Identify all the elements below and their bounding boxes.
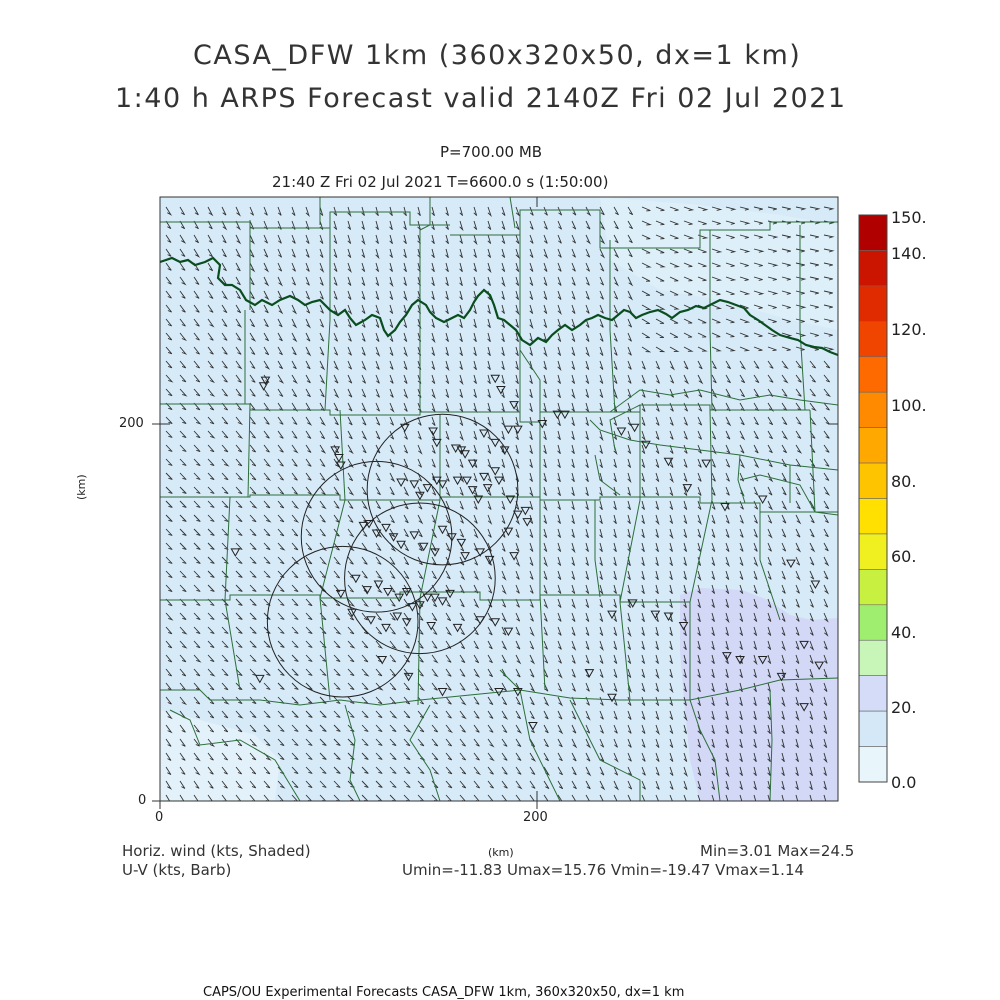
colorbar-swatch (859, 215, 887, 250)
colorbar-swatch (859, 428, 887, 463)
colorbar-swatch (859, 711, 887, 746)
title-line-2: 1:40 h ARPS Forecast valid 2140Z Fri 02 Jul 2021 (115, 83, 847, 114)
barb-field-label: U-V (kts, Barb) (122, 861, 232, 879)
pressure-level-label: P=700.00 MB (440, 143, 543, 161)
valid-time-label: 21:40 Z Fri 02 Jul 2021 T=6600.0 s (1:50:00) (272, 173, 609, 191)
colorbar-swatch (859, 321, 887, 356)
colorbar-swatch (859, 747, 887, 782)
colorbar-label-20: 20. (891, 698, 917, 717)
colorbar-label-150: 150. (891, 208, 927, 227)
y-tick-200: 200 (119, 416, 144, 431)
x-axis-label: (km) (488, 846, 514, 859)
colorbar-swatch (859, 357, 887, 392)
colorbar-label-0: 0.0 (891, 773, 917, 792)
colorbar-label-120: 120. (891, 320, 927, 339)
colorbar-label-100: 100. (891, 396, 927, 415)
uv-stats-label: Umin=-11.83 Umax=15.76 Vmin=-19.47 Vmax=1.14 (402, 861, 805, 879)
colorbar-label-40: 40. (891, 623, 917, 642)
colorbar-label-60: 60. (891, 547, 917, 566)
min-max-label: Min=3.01 Max=24.5 (700, 842, 855, 860)
x-tick-0: 0 (155, 810, 164, 825)
colorbar-swatch (859, 250, 887, 285)
footer-credit: CAPS/OU Experimental Forecasts CASA_DFW 1km, 360x320x50, dx=1 km (203, 985, 685, 1000)
colorbar-label-80: 80. (891, 472, 917, 491)
colorbar-swatch (859, 605, 887, 640)
colorbar-swatch (859, 534, 887, 569)
colorbar-swatch (859, 392, 887, 427)
y-tick-0: 0 (138, 793, 147, 808)
x-tick-200: 200 (523, 810, 548, 825)
shaded-field-label: Horiz. wind (kts, Shaded) (122, 842, 311, 860)
colorbar-swatch (859, 676, 887, 711)
colorbar-label-140: 140. (891, 244, 927, 263)
colorbar-swatch (859, 463, 887, 498)
y-axis-label: (km) (75, 474, 88, 500)
title-line-1: CASA_DFW 1km (360x320x50, dx=1 km) (193, 40, 802, 71)
map-plot-area (160, 197, 838, 804)
colorbar-swatch (859, 640, 887, 675)
colorbar-swatch (859, 286, 887, 321)
colorbar-swatch (859, 569, 887, 604)
colorbar (859, 215, 887, 782)
colorbar-swatch (859, 499, 887, 534)
wind-shading-high-region (680, 588, 838, 801)
